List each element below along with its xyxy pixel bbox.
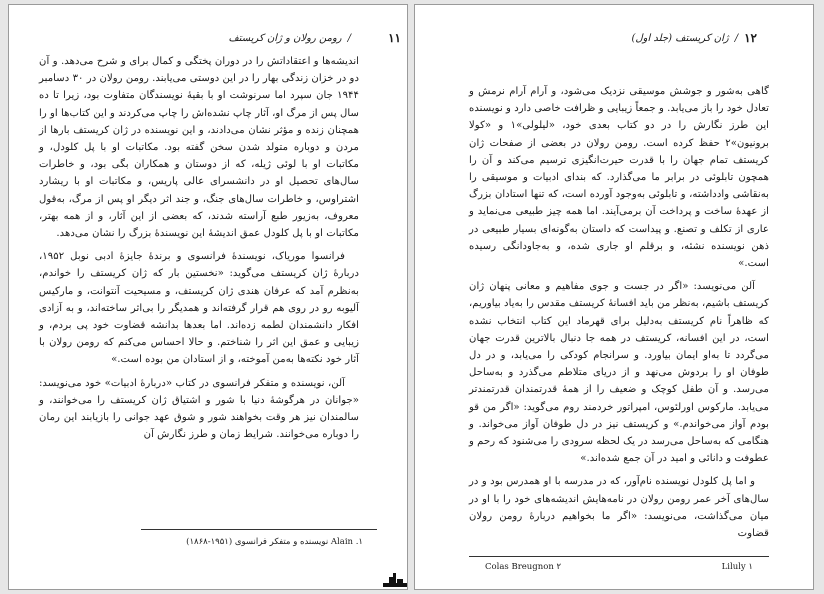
paragraph: آلن، نویسنده و متفکر فرانسوی در کتاب «دربارهٔ ادبیات» خود می‌نویسد: «جوانان در هرگوشهٔ دنیا با شور و اشتیاق ژان کریستف را می‌خوانند، و سالمندان نیز هر وقت بخواهند شور و شوق عهد جوانی را بازیابند این رمان را دوباره می‌خوانند. شرایط زمان و طرز نگارش آن xyxy=(39,377,359,441)
paragraph: فرانسوا موریاک، نویسندهٔ فرانسوی و برندهٔ جایزهٔ ادبی نوبل ۱۹۵۲، دربارهٔ ژان کریستف می‌گوید: «نخستین بار که ژان کریستف را خواندم، به‌نظرم آمد که عرفان هندی ژان کریستف، و مسیحیت آنتوانت، و مارکیس آلیوبه رو در روی هم قرار گرفته‌اند و همدیگر را بی‌اثر ساخته‌اند، و به آزادی افکار دانشمندان لطمه زده‌اند. اما بعدها بدانشه قضاوت خود پی بردم، و زیبایی و عمق این اثر را شناختم. و حالا احساس می‌کنم که رومن رولان با آثار خود نکته‌ها به‌من آموخته، و از استادان من بوده است.» xyxy=(39,251,359,366)
footnote-rule xyxy=(141,529,377,530)
header-separator: / xyxy=(347,32,351,44)
paragraph: و اما پل کلودل نویسنده نام‌آور، که در مدرسه با او همدرس بود و در سال‌های آخر عمر رومن رولان در نامه‌هایش اندیشه‌های خود را با او در میان می‌گذاشت، می‌نویسد: «اگر ما بخواهیم دربارهٔ رومن رولان قضاوت xyxy=(469,476,769,540)
paragraph: آلن می‌نویسد: «اگر در جست و جوی مفاهیم و معانی پنهان ژان کریستف باشیم، به‌نظر من باید افسانهٔ کریستف مقدس را به‌یاد بیاوریم، که ظاهراً نام کریستف به‌دلیل برای قهرماد این کتاب انتخاب نشده است، در این افسانه، کریستف در همه جا دنبال بالاترین قدرت جهان می‌گردد تا به‌او ایمان بیاورد. و سرانجام کودکی را می‌یابد، و در دل طوفان او را بردوش می‌نهد و از دریای متلاطم می‌گذرد و به‌ساحل می‌رسد. و آن طفل کوچک و ضعیف را از همهٔ قدرتمندان قدرتمندتر می‌یابد. مارکوس اورلئوس، امپراتور خردمند روم می‌گوید: «اگر من قو بودم آواز می‌خواندم.» و کریستف نیز در دل طوفان آواز می‌خواند. و هنگامی که به‌ساحل می‌رسد در یک لحظه سرودی را می‌شنود که رحم و عطوفت و دانائی و امید در آن جمع شده‌اند.» xyxy=(469,281,769,465)
footnote: Liluly ۱ xyxy=(721,562,753,572)
running-head xyxy=(228,31,401,45)
footnote: ۱. Alain نویسنده و متفکر فرانسوی (۱۹۵۱-۱۸۶۸) xyxy=(186,537,363,547)
header-separator: / xyxy=(734,32,739,44)
page-number: ۱۱ xyxy=(388,31,401,45)
footnote: Colas Breugnon ۲ xyxy=(485,562,562,572)
page-stack-icon xyxy=(383,571,407,587)
running-head xyxy=(631,31,757,45)
footnotes xyxy=(485,562,753,572)
paragraph: اندیشه‌ها و اعتقاداتش را در دوران پختگی و کمال برای و شرح می‌دهد. و آن دو در خزان زندگی بهار را در این دوستی می‌یابند. رومن رولان در ۳۰ دسامبر ۱۹۴۴ جان سپرد اما سرنوشت او با بقیهٔ نویسندگان متفاوت بود، زیرا تا ده سال پس از مرگ او، آثار چاپ نشده‌اش را چاپ می‌کردند و این کتاب‌ها او را همچنان زنده و مؤثر نشان می‌دادند، و این نویسنده در ژان کریستف بارها از مردن و دوباره متولد شدن سخن گفته بود. مکاتبات او با پل کلودل، و مکاتبات او با لوئی ژیله، که از دوستان و همکاران بگی بود، و خاطرات سال‌های تحصیل او در دانشسرای عالی پاریس، و مکاتبات او با ریشارد اشتراوس، و خاطرات سال‌های جنگ، و جند اثر دیگر او پس از مرگ، به‌قول معروف، به‌زیور طبع آراسته شدند، که بعضی از این آثار، و از همه بهتر، مکاتبات او با پل کلودل عمق اندیشهٔ این نویسندهٔ بزرگ را نشان می‌دهد. xyxy=(39,56,359,240)
left-page xyxy=(8,4,408,590)
running-head-title: ژان کریستف (جلد اول) xyxy=(631,32,729,44)
page-body xyxy=(39,53,359,443)
right-page xyxy=(414,4,814,590)
running-head-title: رومن رولان و ژان کریستف xyxy=(228,32,342,44)
page-body xyxy=(469,83,769,542)
page-number: ۱۲ xyxy=(744,31,757,45)
footnote-rule xyxy=(469,556,769,557)
paragraph: گاهی به‌شور و جوشش موسیقی نزدیک می‌شود، و آرام آرام نرمش و تعادل خود را باز می‌یابد. و جمعاً زیبایی و ظرافت خاصی دارد و نویسنده این طرز نگارش را در دو کتاب بعدی خود، «لیلولی»۱ و «کولا برونیون»۲ حفظ کرده است. رومن رولان در بعضی از صفحات ژان کریستف تمام جهان را با قدرت حیرت‌انگیزی ترسیم می‌کند و آن را همچون تابلوئی در برابر ما می‌گذارد. که بندای ادبیات و موسیقی را به‌نقاشی وادداشته، و تابلوئی به‌وجود آورده است، که تنها استادان بزرگ از عهدهٔ ساخت و پرداخت آن برمی‌آیند. اما همه چیز طبیعی می‌نماید و عاری از تکلف و تصنع. و پیداست که داستان به‌گونه‌ای بسیار طبیعی در ذهن نویسنده نشئه، و برقلم او جاری شده، و به‌جاودانگی رسیده است.» xyxy=(469,86,769,270)
